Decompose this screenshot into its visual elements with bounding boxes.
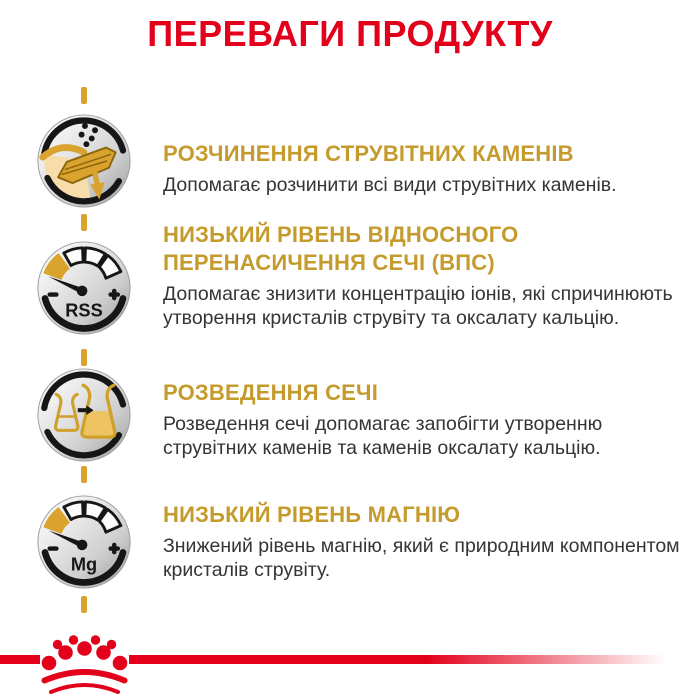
rss-gauge-icon	[36, 240, 132, 336]
benefit-section-magnesium	[163, 501, 700, 582]
royal-canin-crown-logo	[40, 635, 129, 699]
benefit-body: Допомагає розчинити всі види струвітних каменів.	[163, 174, 617, 196]
benefit-section-rss	[163, 221, 700, 330]
benefit-heading: НИЗЬКИЙ РІВЕНЬ ВІДНОСНОГО ПЕРЕНАСИЧЕННЯ СЕЧІ (ВПС)	[163, 222, 519, 275]
timeline-dash	[81, 466, 87, 483]
timeline-dash	[81, 596, 87, 613]
benefit-section-dissolution	[163, 140, 700, 197]
gauge-label: RSS	[65, 299, 103, 321]
footer-red-line-left	[0, 655, 40, 664]
timeline-dash	[81, 214, 87, 231]
gauge-label: Mg	[70, 553, 98, 575]
benefit-heading: РОЗЧИНЕННЯ СТРУВІТНИХ КАМЕНІВ	[163, 141, 574, 166]
benefit-body: Розведення сечі допомагає запобігти утворенню струвітних каменів та каменів оксалату кальцію.	[163, 413, 603, 459]
benefit-body: Знижений рівень магнію, який є природним компонентом кристалів струвіту.	[163, 535, 680, 581]
minus-sign	[48, 292, 59, 296]
struvite-dissolution-icon	[36, 113, 132, 209]
page-title: ПЕРЕВАГИ ПРОДУКТУ	[147, 13, 553, 54]
timeline-dash	[81, 87, 87, 104]
benefit-heading: НИЗЬКИЙ РІВЕНЬ МАГНІЮ	[163, 502, 461, 527]
benefit-body: Допомагає знизити концентрацію іонів, які спричинюють утворення кристалів струвіту та оксалату кальцію.	[163, 283, 673, 329]
urine-dilution-icon	[36, 367, 132, 463]
magnesium-gauge-icon	[36, 494, 132, 590]
timeline-dash	[81, 349, 87, 366]
benefit-section-dilution	[163, 379, 700, 460]
minus-sign	[48, 546, 59, 550]
footer-red-line-right	[129, 655, 700, 664]
benefit-heading: РОЗВЕДЕННЯ СЕЧІ	[163, 380, 379, 405]
